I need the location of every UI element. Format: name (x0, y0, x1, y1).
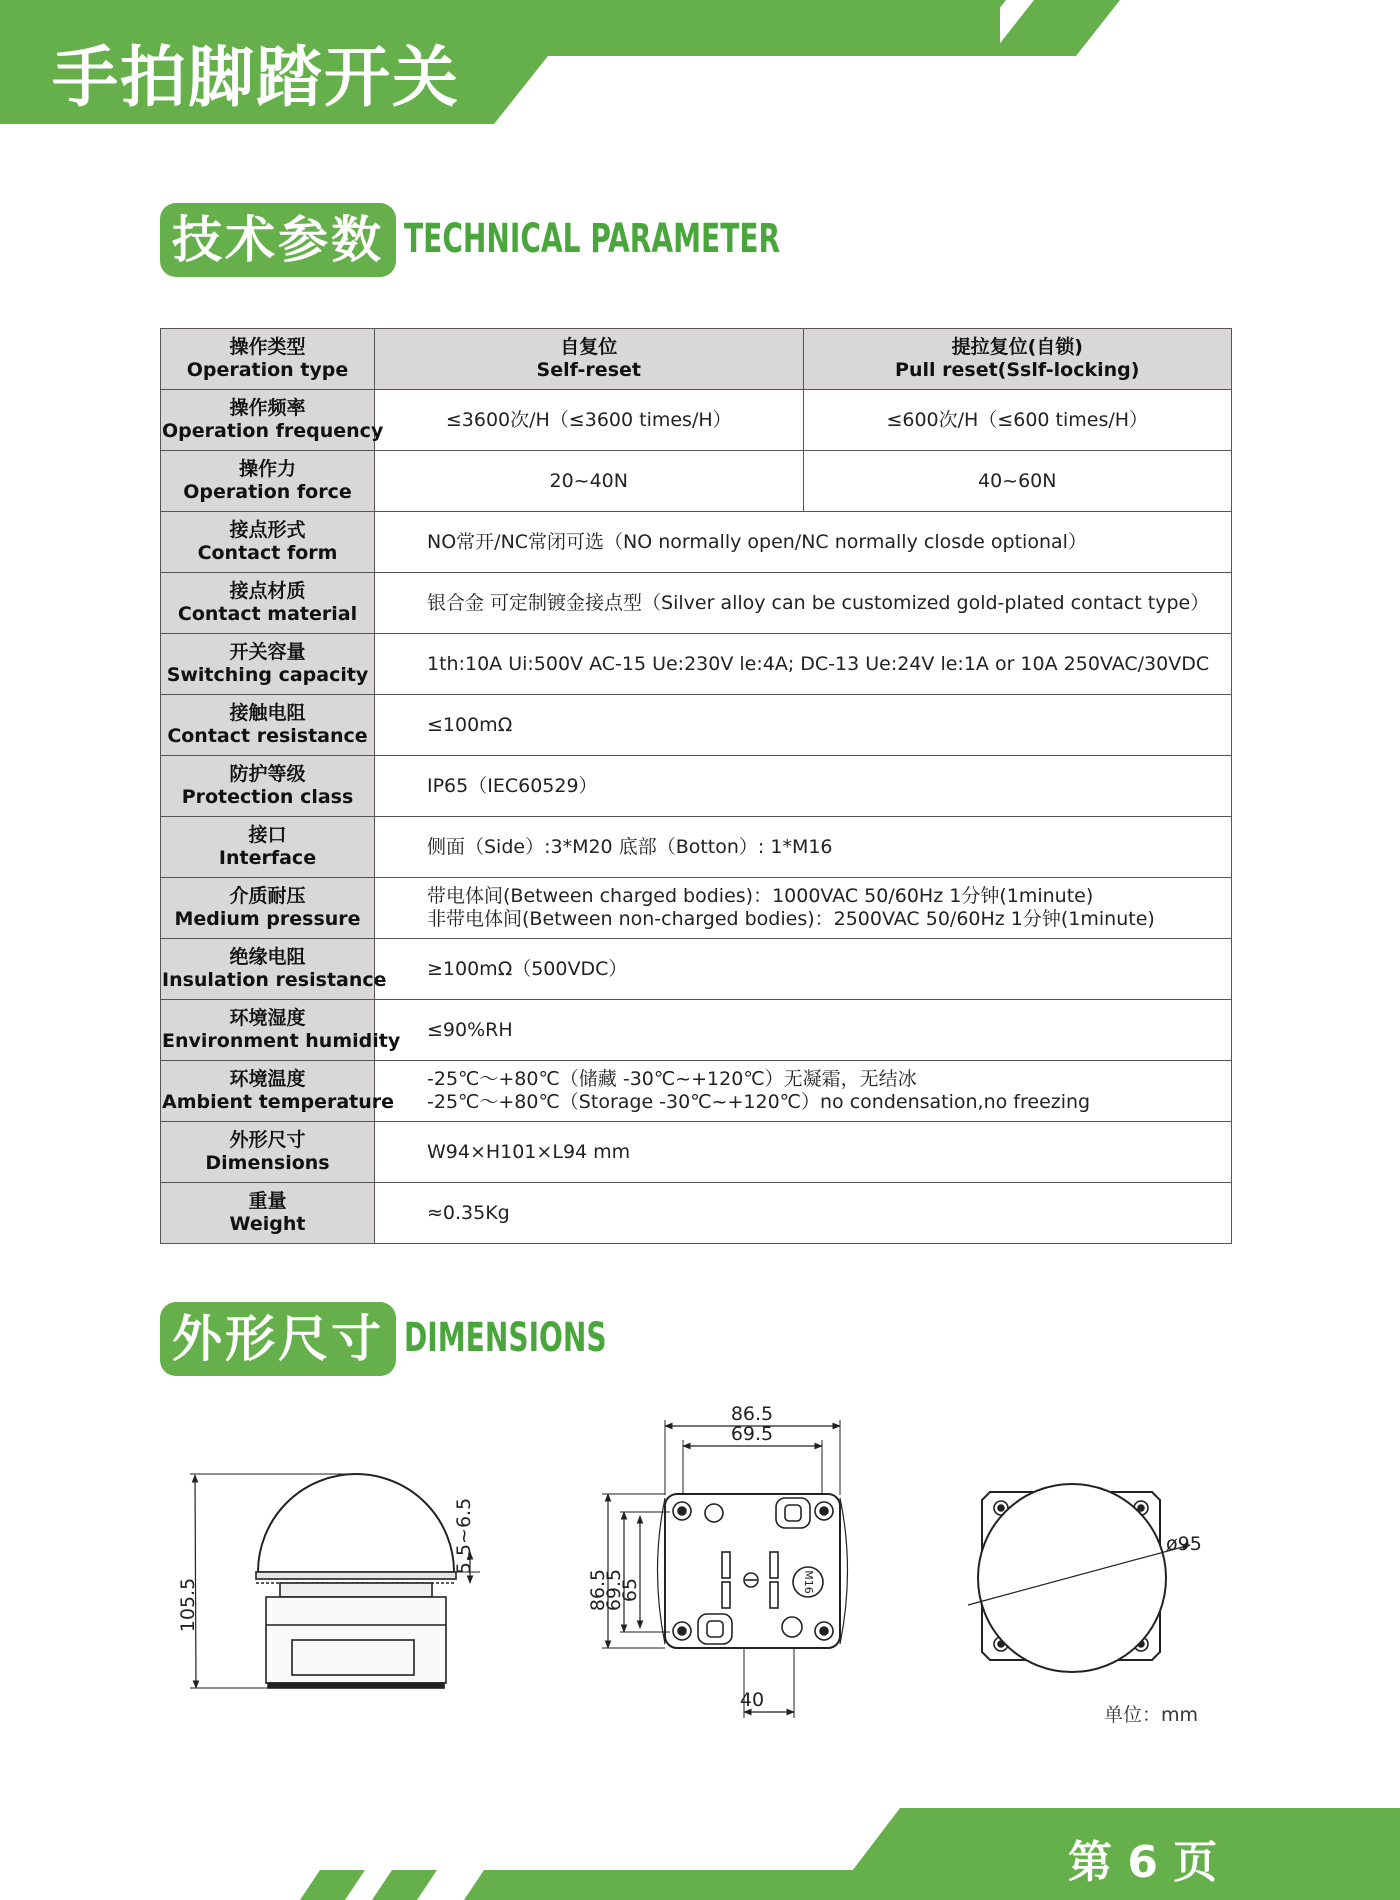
front-view-drawing (602, 1420, 848, 1718)
dimension-drawings (0, 1400, 1400, 1730)
row-value: IP65（IEC60529） (375, 756, 1232, 817)
row-label: 接口 Interface (161, 817, 375, 878)
table-row (161, 878, 1232, 939)
row-value: ≈0.35Kg (375, 1183, 1232, 1244)
header-self-reset: 自复位 Self-reset (375, 329, 804, 390)
row-value: W94×H101×L94 mm (375, 1122, 1232, 1183)
dimensions-heading-en: DIMENSIONS (404, 1315, 607, 1361)
top-diameter-label: ø95 (1166, 1533, 1202, 1555)
front-height-mid-label: 69.5 (603, 1568, 625, 1612)
spec-table (160, 328, 1232, 1244)
row-label: 接点形式 Contact form (161, 512, 375, 573)
row-value-pull-reset: ≤600次/H（≤600 times/H） (803, 390, 1232, 451)
table-row (161, 634, 1232, 695)
table-row (161, 1061, 1232, 1122)
table-row (161, 817, 1232, 878)
table-row (161, 939, 1232, 1000)
row-value: ≥100mΩ（500VDC） (375, 939, 1232, 1000)
table-row (161, 390, 1232, 451)
row-value: 1th:10A Ui:500V AC-15 Ue:230V le:4A; DC-13 Ue:24V le:1A or 10A 250VAC/30VDC (375, 634, 1232, 695)
row-label: 接点材质 Contact material (161, 573, 375, 634)
row-label: 开关容量 Switching capacity (161, 634, 375, 695)
unit-note: 单位：mm (1104, 1704, 1199, 1726)
side-cap-label: 5.5~6.5 (453, 1497, 475, 1575)
row-label: 防护等级 Protection class (161, 756, 375, 817)
front-bottom-label: 40 (739, 1689, 765, 1711)
row-value-self-reset: ≤3600次/H（≤3600 times/H） (375, 390, 804, 451)
row-value: 银合金 可定制镀金接点型（Silver alloy can be customized gold-plated contact type） (375, 573, 1232, 634)
header-pull-reset: 提拉复位(自锁) Pull reset(Sslf-locking) (803, 329, 1232, 390)
page-number: 第 6 页 (1068, 1837, 1218, 1888)
technical-heading-cn: 技术参数 (160, 203, 396, 277)
table-header-row (161, 329, 1232, 390)
row-label: 接触电阻 Contact resistance (161, 695, 375, 756)
technical-heading-en: TECHNICAL PARAMETER (404, 216, 781, 262)
row-label: 介质耐压 Medium pressure (161, 878, 375, 939)
dimensions-heading-cn: 外形尺寸 (160, 1302, 396, 1376)
front-width-inner-label: 69.5 (730, 1423, 774, 1445)
row-value: 带电体间(Between charged bodies)：1000VAC 50/60Hz 1分钟(1minute) 非带电体间(Between non-charged bodies)：2500VAC 50/60Hz 1分钟(1minute) (375, 878, 1232, 939)
side-height-label: 105.5 (177, 1577, 199, 1633)
row-label: 操作频率 Operation frequency (161, 390, 375, 451)
row-label: 绝缘电阻 Insulation resistance (161, 939, 375, 1000)
top-view-drawing (968, 1484, 1190, 1672)
row-label: 环境温度 Ambient temperature (161, 1061, 375, 1122)
table-row (161, 451, 1232, 512)
row-label: 环境湿度 Environment humidity (161, 1000, 375, 1061)
table-row (161, 1122, 1232, 1183)
table-row (161, 756, 1232, 817)
row-value-pull-reset: 40~60N (803, 451, 1232, 512)
header-label: 操作类型 Operation type (161, 329, 375, 390)
row-value: ≤100mΩ (375, 695, 1232, 756)
front-height-inner-label: 65 (619, 1577, 641, 1603)
row-label: 外形尺寸 Dimensions (161, 1122, 375, 1183)
front-marker-label: M16 (802, 1570, 815, 1594)
table-row (161, 512, 1232, 573)
front-width-outer-label: 86.5 (730, 1403, 774, 1425)
row-value: 侧面（Side）:3*M20 底部（Botton）: 1*M16 (375, 817, 1232, 878)
table-row (161, 1183, 1232, 1244)
row-value: NO常开/NC常闭可选（NO normally open/NC normally closde optional） (375, 512, 1232, 573)
front-height-outer-label: 86.5 (587, 1568, 609, 1612)
table-row (161, 1000, 1232, 1061)
row-label: 操作力 Operation force (161, 451, 375, 512)
row-value-self-reset: 20~40N (375, 451, 804, 512)
table-row (161, 573, 1232, 634)
row-value: -25℃～+80℃（储藏 -30℃~+120℃）无凝霜，无结冰 -25℃～+80℃（Storage -30℃~+120℃）no condensation,no freezing (375, 1061, 1232, 1122)
row-value: ≤90%RH (375, 1000, 1232, 1061)
side-view-drawing (190, 1474, 480, 1688)
table-row (161, 695, 1232, 756)
row-label: 重量 Weight (161, 1183, 375, 1244)
page-title: 手拍脚踏开关 (52, 39, 460, 116)
